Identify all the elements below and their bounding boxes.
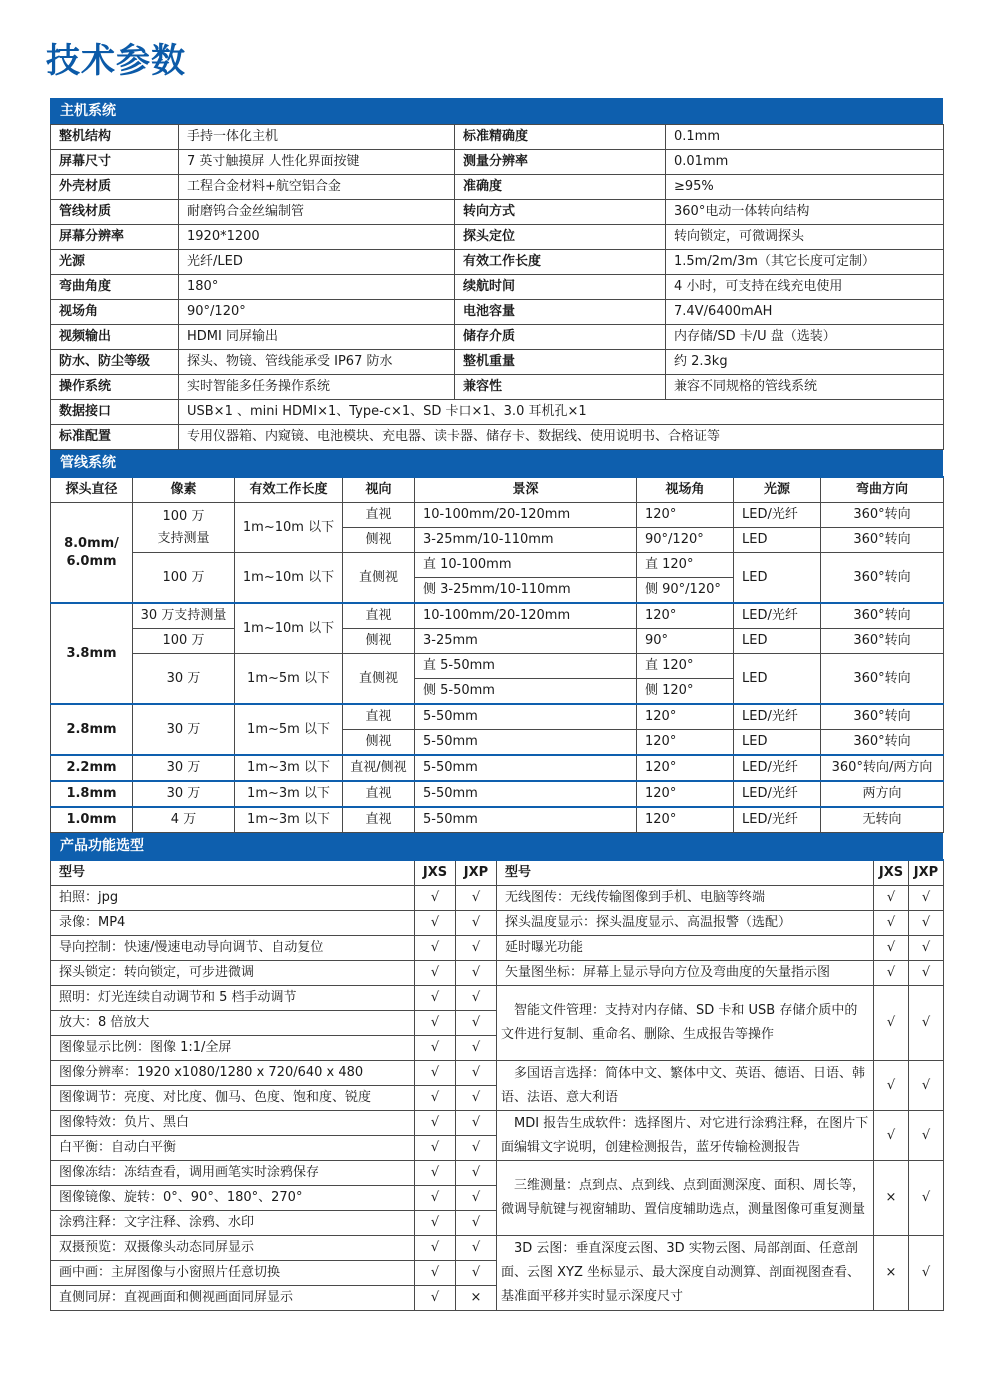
light-source: LED/光纤	[734, 807, 821, 833]
bend-direction: 两方向	[821, 781, 944, 807]
spec-value: 7 英寸触摸屏 人性化界面按键	[179, 150, 455, 175]
depth-of-field: 5-50mm	[415, 704, 637, 730]
work-length: 1m~5m 以下	[235, 654, 343, 705]
spec-label: 管线材质	[51, 200, 179, 225]
jxs-header: JXS	[874, 860, 909, 886]
feature-right-text: 3D 云图：垂直深度云图、3D 实物云图、局部剖面、任意剖面、云图 XYZ 坐标显示、最大深度自动测算、剖面视图查看、基准面平移并实时显示深度尺寸	[501, 1241, 861, 1304]
probe-diameter: 1.0mm	[51, 807, 133, 833]
depth-of-field: 直 5-50mm	[415, 654, 637, 679]
spec-label: 操作系统	[51, 375, 179, 400]
feature-left: 直侧同屏：直视画面和侧视画面同屏显示	[51, 1286, 415, 1311]
spec-value: 约 2.3kg	[666, 350, 944, 375]
table-row	[51, 704, 944, 730]
host-spec-table	[50, 124, 944, 450]
jxp-mark: √	[909, 1061, 944, 1111]
pipe-column-header: 景深	[415, 477, 637, 503]
view-direction: 侧视	[343, 730, 415, 756]
feature-right: 矢量图坐标：屏幕上显示导向方位及弯曲度的矢量指示图	[497, 961, 874, 986]
work-length: 1m~10m 以下	[235, 603, 343, 654]
view-direction: 直侧视	[343, 654, 415, 705]
pipe-column-header: 弯曲方向	[821, 477, 944, 503]
jxp-mark: √	[456, 986, 497, 1011]
probe-diameter: 2.2mm	[51, 755, 133, 781]
spec-value: 360°电动一体转向结构	[666, 200, 944, 225]
work-length: 1m~10m 以下	[235, 553, 343, 604]
jxp-mark: √	[456, 886, 497, 911]
table-row	[51, 654, 944, 679]
jxs-mark: √	[415, 1036, 456, 1061]
field-of-view: 120°	[637, 730, 734, 756]
field-of-view: 侧 90°/120°	[637, 578, 734, 604]
feature-left: 拍照：jpg	[51, 886, 415, 911]
spec-label: 视场角	[51, 300, 179, 325]
jxp-mark: √	[909, 1236, 944, 1311]
table-row	[51, 250, 944, 275]
feature-left: 图像调节：亮度、对比度、伽马、色度、饱和度、锐度	[51, 1086, 415, 1111]
feature-left: 探头锁定：转向锁定，可步进微调	[51, 961, 415, 986]
jxp-mark: √	[909, 886, 944, 911]
feature-left: 双摄预览：双摄像头动态同屏显示	[51, 1236, 415, 1261]
jxs-mark: √	[415, 1111, 456, 1136]
light-source: LED/光纤	[734, 603, 821, 629]
light-source: LED/光纤	[734, 503, 821, 528]
spec-label: 准确度	[455, 175, 666, 200]
spec-value: 4 小时，可支持在线充电使用	[666, 275, 944, 300]
field-of-view: 直 120°	[637, 654, 734, 679]
pipe-header-row	[51, 477, 944, 503]
depth-of-field: 侧 3-25mm/10-110mm	[415, 578, 637, 604]
view-direction: 直视/侧视	[343, 755, 415, 781]
spec-label: 储存介质	[455, 325, 666, 350]
view-direction: 直视	[343, 503, 415, 528]
pixels: 100 万 支持测量	[157, 508, 210, 546]
pixels: 30 万支持测量	[133, 603, 235, 629]
table-row	[51, 275, 944, 300]
pipe-column-header: 视向	[343, 477, 415, 503]
light-source: LED	[734, 528, 821, 553]
jxs-mark: √	[874, 936, 909, 961]
jxs-mark: √	[874, 961, 909, 986]
feature-right-text: MDI 报告生成软件：选择图片、对它进行涂鸦注释，在图片下面编辑文字说明，创建检测报告，蓝牙传输检测报告	[501, 1115, 869, 1155]
depth-of-field: 5-50mm	[415, 755, 637, 781]
jxp-mark: √	[456, 1136, 497, 1161]
features-table	[50, 859, 944, 1311]
jxp-mark: √	[456, 1011, 497, 1036]
jxp-mark: √	[909, 911, 944, 936]
bend-direction: 360°转向	[821, 629, 944, 654]
probe-diameter-cell	[51, 503, 133, 604]
table-row	[51, 986, 944, 1011]
jxp-mark: √	[909, 936, 944, 961]
spec-value: HDMI 同屏输出	[179, 325, 455, 350]
bend-direction: 360°转向/两方向	[821, 755, 944, 781]
spec-value: 探头、物镜、管线能承受 IP67 防水	[179, 350, 455, 375]
pixels: 30 万	[133, 704, 235, 755]
jxs-mark: ×	[874, 1161, 909, 1236]
jxp-mark: √	[456, 1111, 497, 1136]
spec-value: 0.1mm	[666, 125, 944, 150]
spec-label: 整机重量	[455, 350, 666, 375]
spec-label: 兼容性	[455, 375, 666, 400]
work-length: 1m~3m 以下	[235, 781, 343, 807]
spec-value: 1.5m/2m/3m（其它长度可定制）	[666, 250, 944, 275]
spec-label: 屏幕尺寸	[51, 150, 179, 175]
spec-value: 兼容不同规格的管线系统	[666, 375, 944, 400]
jxp-mark: √	[456, 911, 497, 936]
model-header: 型号	[497, 860, 874, 886]
feature-right-text: 多国语言选择：简体中文、繁体中文、英语、德语、日语、韩语、法语、意大利语	[501, 1065, 866, 1105]
spec-value: 7.4V/6400mAH	[666, 300, 944, 325]
view-direction: 侧视	[343, 528, 415, 553]
feature-left: 白平衡：自动白平衡	[51, 1136, 415, 1161]
work-length: 1m~3m 以下	[235, 807, 343, 833]
jxp-header: JXP	[456, 860, 497, 886]
spec-value: 转向锁定，可微调探头	[666, 225, 944, 250]
depth-of-field: 10-100mm/20-120mm	[415, 503, 637, 528]
pixels: 30 万	[133, 654, 235, 705]
depth-of-field: 3-25mm/10-110mm	[415, 528, 637, 553]
feature-right: 无线图传：无线传输图像到手机、电脑等终端	[497, 886, 874, 911]
spec-label: 视频输出	[51, 325, 179, 350]
jxs-mark: √	[415, 1236, 456, 1261]
spec-label: 光源	[51, 250, 179, 275]
jxp-mark: ×	[456, 1286, 497, 1311]
table-row	[51, 961, 944, 986]
jxp-mark: √	[909, 961, 944, 986]
host-section-header: 主机系统	[50, 98, 943, 124]
bend-direction: 360°转向	[821, 730, 944, 756]
bend-direction: 无转向	[821, 807, 944, 833]
table-row	[51, 225, 944, 250]
table-row	[51, 503, 944, 528]
spec-label: 转向方式	[455, 200, 666, 225]
table-row	[51, 200, 944, 225]
table-row	[51, 350, 944, 375]
jxs-mark: √	[415, 1011, 456, 1036]
jxs-mark: ×	[874, 1236, 909, 1311]
spec-value: ≥95%	[666, 175, 944, 200]
table-row	[51, 150, 944, 175]
depth-of-field: 10-100mm/20-120mm	[415, 603, 637, 629]
spec-value: 1920*1200	[179, 225, 455, 250]
jxs-mark: √	[415, 1261, 456, 1286]
table-row	[51, 1161, 944, 1186]
view-direction: 直侧视	[343, 553, 415, 604]
table-row	[51, 755, 944, 781]
view-direction: 直视	[343, 603, 415, 629]
depth-of-field: 直 10-100mm	[415, 553, 637, 578]
spec-value: 手持一体化主机	[179, 125, 455, 150]
spec-value: 耐磨钨合金丝编制管	[179, 200, 455, 225]
feature-left: 图像镜像、旋转：0°、90°、180°、270°	[51, 1186, 415, 1211]
feature-right	[497, 1161, 874, 1236]
probe-diameter: 1.8mm	[51, 781, 133, 807]
feature-left: 照明：灯光连续自动调节和 5 档手动调节	[51, 986, 415, 1011]
field-of-view: 120°	[637, 807, 734, 833]
table-row	[51, 807, 944, 833]
view-direction: 直视	[343, 704, 415, 730]
light-source: LED/光纤	[734, 704, 821, 730]
table-row	[51, 175, 944, 200]
spec-label: 整机结构	[51, 125, 179, 150]
feature-left: 导向控制：快速/慢速电动导向调节、自动复位	[51, 936, 415, 961]
jxs-mark: √	[415, 911, 456, 936]
field-of-view: 90°	[637, 629, 734, 654]
jxs-mark: √	[874, 986, 909, 1061]
page-title: 技术参数	[46, 41, 186, 81]
light-source: LED	[734, 730, 821, 756]
pipe-column-header: 光源	[734, 477, 821, 503]
jxs-mark: √	[415, 936, 456, 961]
jxs-mark: √	[415, 1061, 456, 1086]
feature-right	[497, 986, 874, 1061]
jxs-header: JXS	[415, 860, 456, 886]
feature-left: 图像特效：负片、黑白	[51, 1111, 415, 1136]
feature-right: 延时曝光功能	[497, 936, 874, 961]
pixels: 100 万	[133, 629, 235, 654]
feature-left: 涂鸦注释：文字注释、涂鸦、水印	[51, 1211, 415, 1236]
spec-label: 外壳材质	[51, 175, 179, 200]
feature-right	[497, 1236, 874, 1311]
bend-direction: 360°转向	[821, 528, 944, 553]
table-row	[51, 603, 944, 629]
spec-label: 电池容量	[455, 300, 666, 325]
field-of-view: 120°	[637, 704, 734, 730]
pipe-column-header: 探头直径	[51, 477, 133, 503]
table-row	[51, 1236, 944, 1261]
jxs-mark: √	[874, 911, 909, 936]
jxp-mark: √	[456, 1211, 497, 1236]
light-source: LED/光纤	[734, 781, 821, 807]
table-row	[51, 1111, 944, 1136]
view-direction: 直视	[343, 781, 415, 807]
model-header: 型号	[51, 860, 415, 886]
field-of-view: 120°	[637, 603, 734, 629]
pipe-column-header: 视场角	[637, 477, 734, 503]
pixels: 100 万	[133, 553, 235, 604]
probe-diameter: 3.8mm	[51, 603, 133, 704]
features-section-header: 产品功能选型	[50, 833, 943, 859]
table-row	[51, 886, 944, 911]
pixels-cell	[133, 503, 235, 553]
table-row	[51, 781, 944, 807]
table-row	[51, 400, 944, 425]
jxp-mark: √	[456, 1061, 497, 1086]
spec-value: 光纤/LED	[179, 250, 455, 275]
jxs-mark: √	[415, 1136, 456, 1161]
jxp-mark: √	[456, 1086, 497, 1111]
table-row	[51, 553, 944, 578]
table-row	[51, 936, 944, 961]
jxp-mark: √	[456, 1186, 497, 1211]
jxs-mark: √	[415, 1286, 456, 1311]
jxs-mark: √	[415, 1186, 456, 1211]
jxp-mark: √	[456, 1236, 497, 1261]
jxs-mark: √	[874, 1111, 909, 1161]
jxs-mark: √	[874, 886, 909, 911]
field-of-view: 120°	[637, 755, 734, 781]
spec-value: 内存储/SD 卡/U 盘（选装）	[666, 325, 944, 350]
bend-direction: 360°转向	[821, 704, 944, 730]
spec-label: 探头定位	[455, 225, 666, 250]
table-row	[51, 325, 944, 350]
spec-label: 弯曲角度	[51, 275, 179, 300]
view-direction: 侧视	[343, 629, 415, 654]
jxp-mark: √	[909, 1111, 944, 1161]
features-header-row	[51, 860, 944, 886]
work-length: 1m~3m 以下	[235, 755, 343, 781]
jxp-mark: √	[456, 961, 497, 986]
pixels: 4 万	[133, 807, 235, 833]
bend-direction: 360°转向	[821, 603, 944, 629]
depth-of-field: 5-50mm	[415, 730, 637, 756]
jxp-mark: √	[456, 936, 497, 961]
feature-right-text: 三维测量：点到点、点到线、点到面测深度、面积、周长等，微调导航键与视窗辅助、置信度辅助选点，测量图像可重复测量	[501, 1178, 866, 1217]
spec-value: 90°/120°	[179, 300, 455, 325]
pixels: 30 万	[133, 781, 235, 807]
spec-value: USB×1 、mini HDMI×1、Type-c×1、SD 卡口×1、3.0 耳机孔×1	[179, 400, 944, 425]
feature-left: 图像冻结：冻结查看，调用画笔实时涂鸦保存	[51, 1161, 415, 1186]
table-row	[51, 375, 944, 400]
spec-value: 180°	[179, 275, 455, 300]
table-row	[51, 125, 944, 150]
spec-label: 标准配置	[51, 425, 179, 450]
probe-diameter: 2.8mm	[51, 704, 133, 755]
light-source: LED	[734, 629, 821, 654]
jxp-mark: √	[456, 1161, 497, 1186]
feature-right-text: 智能文件管理：支持对内存储、SD 卡和 USB 存储介质中的文件进行复制、重命名、删除、生成报告等操作	[501, 1003, 858, 1042]
depth-of-field: 5-50mm	[415, 781, 637, 807]
spec-value: 0.01mm	[666, 150, 944, 175]
jxs-mark: √	[415, 986, 456, 1011]
spec-label: 测量分辨率	[455, 150, 666, 175]
jxp-mark: √	[909, 1161, 944, 1236]
feature-left: 图像分辨率：1920 x1080/1280 x 720/640 x 480	[51, 1061, 415, 1086]
table-row	[51, 911, 944, 936]
jxs-mark: √	[874, 1061, 909, 1111]
feature-left: 放大：8 倍放大	[51, 1011, 415, 1036]
jxs-mark: √	[415, 1086, 456, 1111]
field-of-view: 90°/120°	[637, 528, 734, 553]
jxp-mark: √	[456, 1036, 497, 1061]
bend-direction: 360°转向	[821, 503, 944, 528]
light-source: LED	[734, 654, 821, 705]
spec-label: 数据接口	[51, 400, 179, 425]
view-direction: 直视	[343, 807, 415, 833]
depth-of-field: 5-50mm	[415, 807, 637, 833]
jxp-mark: √	[909, 986, 944, 1061]
feature-left: 录像：MP4	[51, 911, 415, 936]
spec-label: 标准精确度	[455, 125, 666, 150]
depth-of-field: 3-25mm	[415, 629, 637, 654]
feature-left: 图像显示比例：图像 1:1/全屏	[51, 1036, 415, 1061]
work-length: 1m~10m 以下	[235, 503, 343, 553]
spec-value: 工程合金材料+航空铝合金	[179, 175, 455, 200]
table-row	[51, 1061, 944, 1086]
table-row	[51, 629, 944, 654]
spec-value: 专用仪器箱、内窥镜、电池模块、充电器、读卡器、储存卡、数据线、使用说明书、合格证等	[179, 425, 944, 450]
jxs-mark: √	[415, 1211, 456, 1236]
work-length: 1m~5m 以下	[235, 704, 343, 755]
field-of-view: 120°	[637, 781, 734, 807]
jxp-mark: √	[456, 1261, 497, 1286]
feature-right	[497, 1061, 874, 1111]
field-of-view: 120°	[637, 503, 734, 528]
light-source: LED	[734, 553, 821, 604]
table-row	[51, 425, 944, 450]
pipe-section-header: 管线系统	[50, 450, 943, 476]
spec-label: 有效工作长度	[455, 250, 666, 275]
feature-right: 探头温度显示：探头温度显示、高温报警（选配）	[497, 911, 874, 936]
bend-direction: 360°转向	[821, 654, 944, 705]
jxp-header: JXP	[909, 860, 944, 886]
feature-left: 画中画：主屏图像与小窗照片任意切换	[51, 1261, 415, 1286]
pipe-column-header: 有效工作长度	[235, 477, 343, 503]
pipe-spec-table	[50, 476, 944, 833]
spec-label: 屏幕分辨率	[51, 225, 179, 250]
jxs-mark: √	[415, 886, 456, 911]
field-of-view: 侧 120°	[637, 679, 734, 705]
feature-right	[497, 1111, 874, 1161]
depth-of-field: 侧 5-50mm	[415, 679, 637, 705]
jxs-mark: √	[415, 961, 456, 986]
light-source: LED/光纤	[734, 755, 821, 781]
spec-sheet	[50, 98, 943, 1311]
jxs-mark: √	[415, 1161, 456, 1186]
spec-value: 实时智能多任务操作系统	[179, 375, 455, 400]
table-row	[51, 300, 944, 325]
pixels: 30 万	[133, 755, 235, 781]
probe-diameter: 8.0mm/ 6.0mm	[64, 535, 119, 569]
pipe-column-header: 像素	[133, 477, 235, 503]
spec-label: 防水、防尘等级	[51, 350, 179, 375]
field-of-view: 直 120°	[637, 553, 734, 578]
bend-direction: 360°转向	[821, 553, 944, 604]
spec-label: 续航时间	[455, 275, 666, 300]
